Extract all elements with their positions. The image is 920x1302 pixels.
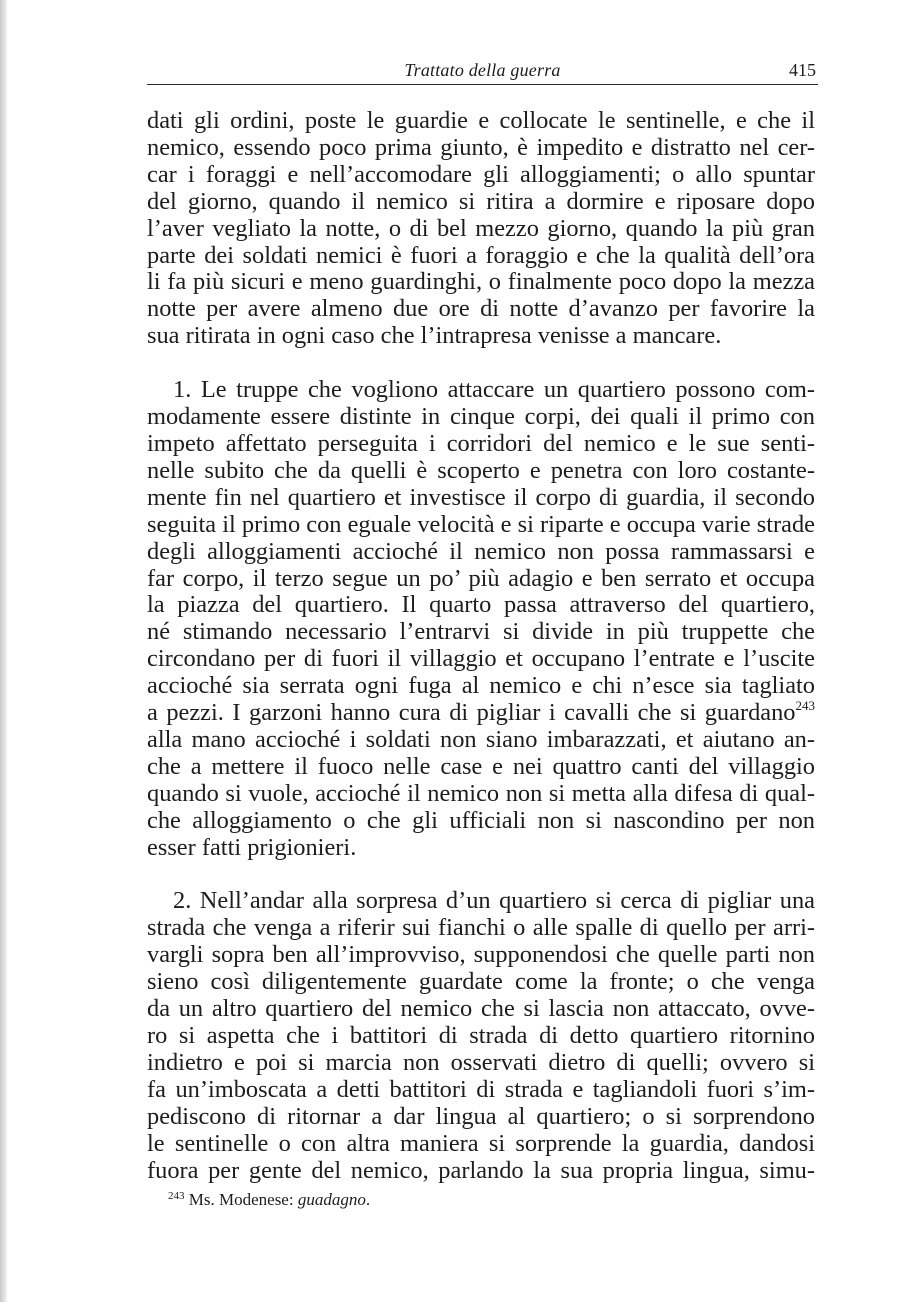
text-line: pediscono di ritornar a dar lingua al quartiero; o si sorprendono [147,1102,815,1130]
footnote [168,1190,370,1210]
paragraph-0 [147,108,815,350]
text-line: quando si vuole, accioché il nemico non si metta alla difesa di qual- [147,779,815,807]
footnote-reference: 243 [795,698,815,714]
text-line: ro si aspetta che i battitori di strada di detto quartiero ritornino [147,1022,815,1049]
text-line: li fa più sicuri e meno guardinghi, o finalmente poco dopo la mezza [147,268,815,296]
text-line: vargli sopra ben all’improvviso, supponendosi che quelle parti non [147,941,815,969]
text-line: né stimando necessario l’entrarvi si divide in più truppette che [147,618,815,646]
text-line: 1. Le truppe che vogliono attaccare un quartiero possono com- [173,376,815,404]
text-line: fa un’imboscata a detti battitori di strada e tagliandoli fuori s’im- [147,1075,815,1103]
text-line: sua ritirata in ogni caso che l’intrapresa venisse a mancare. [147,322,722,350]
text-line: circondano per di fuori il villaggio et occupano l’entrate e l’uscite [147,645,815,673]
text-line: far corpo, il terzo segue un po’ più adagio e ben serrato et occupa [147,564,815,592]
text-line: mente fin nel quartiero et investisce il corpo di guardia, il secondo [147,483,815,511]
footnote-prefix: Ms. Modenese: [188,1190,298,1209]
text-line: sieno così diligentemente guardate come la fronte; o che venga [147,968,815,996]
text-line: accioché sia serrata ogni fuga al nemico e chi n’esce sia tagliato [147,672,815,700]
text-line: del giorno, quando il nemico si ritira a dormire e riposare dopo [147,187,815,215]
text-line: la piazza del quartiero. Il quarto passa attraverso del quartiero, [147,591,815,619]
text-line: le sentinelle o con altra maniera si sorprende la guardia, dandosi [147,1129,815,1157]
text-line: indietro e poi si marcia non osservati dietro di quelli; ovvero si [147,1048,815,1076]
text-line: impeto affettato perseguita i corridori del nemico e le sue senti- [147,429,815,457]
text-line: strada che venga a riferir sui fianchi o alle spalle di quello per arri- [147,914,815,942]
text-line: nemico, essendo poco prima giunto, è impedito e distratto nel cer- [147,133,815,161]
text-line: 2. Nell’andar alla sorpresa d’un quartiero si cerca di pigliar una [173,887,815,915]
text-line: alla mano accioché i soldati non siano imbarazzati, et aiutano an- [147,725,815,753]
footnote-number: 243 [168,1190,185,1202]
text-line: dati gli ordini, poste le guardie e collocate le sentinelle, e che il [147,107,815,134]
page-number: 415 [789,60,816,80]
text-line: nelle subito che da quelli è scoperto e penetra con loro costante- [147,456,815,484]
running-title: Trattato della guerra [404,60,561,80]
footnote-italic: guadagno [297,1190,366,1209]
text-line: modamente essere distinte in cinque corpi, dei quali il primo con [147,403,815,431]
text-line: fuora per gente del nemico, parlando la sua propria lingua, simu- [147,1156,815,1184]
text-line: seguita il primo con eguale velocità e si riparte e occupa varie strade [147,510,815,538]
text-line: che a mettere il fuoco nelle case e nei quattro canti del villaggio [147,752,815,780]
running-header [147,58,818,85]
text-line: car i foraggi e nell’accomodare gli alloggiamenti; o allo spuntar [147,160,815,188]
text-line: parte dei soldati nemici è fuori a foraggio e che la qualità dell’ora [147,241,815,269]
body-text [147,108,815,1184]
footnote-suffix: . [365,1190,371,1209]
text-line: che alloggiamento o che gli ufficiali non si nascondino per non [147,806,815,834]
text-line: esser fatti prigionieri. [147,833,357,861]
text-line-with-note [147,700,815,727]
text-line: da un altro quartiero del nemico che si lascia non attaccato, ovve- [147,995,815,1023]
text-line: degli alloggiamenti accioché il nemico non possa rammassarsi e [147,537,815,565]
page-edge-shadow [0,0,7,1302]
text-line: l’aver vegliato la notte, o di bel mezzo giorno, quando la più gran [147,214,815,242]
paragraph-1 [147,377,815,861]
text-line: a pezzi. I garzoni hanno cura di pigliar i cavalli che si guardano [147,699,796,727]
text-line: notte per avere almeno due ore di notte d’avanzo per favorire la [147,295,815,323]
paragraph-2 [147,888,815,1184]
